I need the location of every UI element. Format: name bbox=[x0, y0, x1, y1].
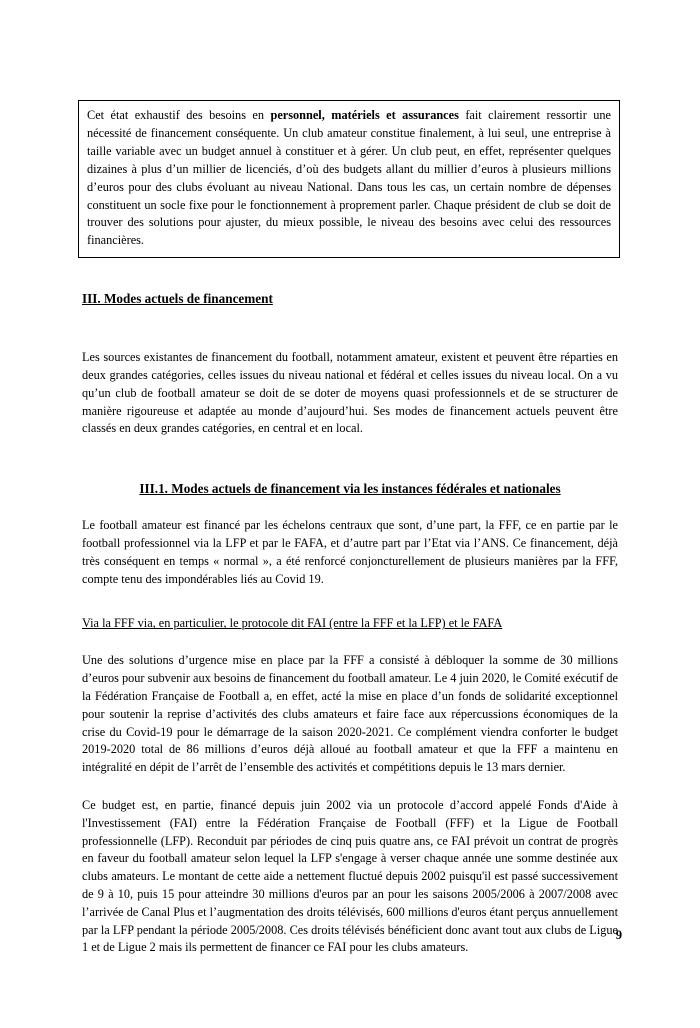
spacer-after-section-heading bbox=[82, 307, 618, 339]
spacer-after-subsection-heading bbox=[82, 497, 618, 517]
paragraph-fai-budget: Ce budget est, en partie, financé depuis juin 2002 via un protocole d’accord appelé Fonds d'Aide à l'Investissement (FAI) entre la Fédération Française de Football (FFF) et la Ligue de Football professionnelle (LFP). Reconduit par périodes de cinq puis quatre ans, ce FAI prévoit un contrat de progrès en faveur du football amateur selon lequel la LFP s'engage à verser chaque année une somme destinée aux clubs amateurs. Le montant de cette aide a nettement fluctué depuis 2002 puisqu'il est passé successivement de 9 à 10, puis 15 pour atteindre 30 millions d'euros par an pour les saisons 2005/2006 à 2007/2008 avec l’arrivée de Canal Plus et l’augmentation des droits télévisés, 600 millions d'euros étant perçus annuellement par la LFP pendant la période 2005/2008. Ces droits télévisés bénéficient donc avant tout aux clubs de Ligue 1 et de Ligue 2 mais ils permettent de financer ce FAI pour les clubs amateurs. bbox=[82, 798, 618, 955]
subsection-heading-iii-1: III.1. Modes actuels de financement via les instances fédérales et nationales bbox=[139, 481, 561, 497]
spacer-before-minor-heading bbox=[82, 588, 618, 615]
spacer-after-box bbox=[82, 258, 618, 290]
boxed-text-bold: personnel, matériels et assurances bbox=[270, 108, 459, 122]
paragraph-fff-funding: Une des solutions d’urgence mise en place par la FFF a consisté à débloquer la somme de 30 millions d’euros pour subvenir aux besoins de financement du football amateur. Le 4 juin 2020, le Comité exécutif de la Fédération Française de Football a, en effet, acté la mise en place d’un fonds de solidarité exceptionnel pour soutenir la reprise d’activités des clubs amateurs et faire face aux répercussions économiques de la crise du Covid-19 pour le démarrage de la saison 2020-2021. Ce complément viendra conforter le budget 2019-2020 total de 86 millions d’euros déjà alloué au football amateur et que la FFF a maintenu en intégralité en dépit de l’arrêt de l’ensemble des activités et compétitions depuis le 13 mars dernier. bbox=[82, 653, 618, 775]
intro-paragraph: Les sources existantes de financement du football, notamment amateur, existent et peuvent être réparties en deux grandes catégories, celles issues du niveau national et fédéral et celles issues du niveau local. On a vu qu’un club de football amateur se doit de se doter de moyens quasi professionnels et de se structurer de manière rigoureuse et adaptée au monde d’aujourd’hui. Ses modes de financement actuels peuvent être classés en deux grandes catégories, en central et en local. bbox=[82, 350, 618, 436]
spacer-after-minor-heading bbox=[82, 632, 618, 652]
spacer-between-paragraphs bbox=[82, 777, 618, 797]
subsection-paragraph: Le football amateur est financé par les échelons centraux que sont, d’une part, la FFF, ce en partie par le football professionnel via la LFP et par le FAFA, et d’autre part par l’Etat via l’ANS. Ce financement, déjà très conséquent en temps « normal », a été renforcé conjoncturellement de plusieurs manières par la FFF, compte tenu des impondérables liés au Covid 19. bbox=[82, 518, 618, 586]
spacer-before-subsection bbox=[82, 438, 618, 470]
document-content bbox=[82, 100, 618, 957]
spacer-after-section-heading-2 bbox=[82, 339, 618, 349]
boxed-paragraph-text bbox=[87, 107, 611, 250]
boxed-text-part2: fait clairement ressortir une nécessité de financement conséquente. Un club amateur constitue finalement, à lui seul, une entreprise à taille variable avec un budget annuel à constituer et à gérer. Un club peut, en effet, représenter quelques dizaines à plus d’un millier de licenciés, d’où des budgets allant du millier d’euros à plusieurs millions d’euros pour des clubs évoluant au niveau National. Dans tous les cas, un certain nombre de dépenses constituent un socle fixe pour le fonctionnement à proprement parler. Chaque président de club se doit de trouver des solutions pour ajuster, du mieux possible, le niveau des besoins avec celui des ressources financières. bbox=[87, 108, 612, 248]
spacer-before-subsection-2 bbox=[82, 470, 618, 480]
minor-heading-via-fff: Via la FFF via, en particulier, le protocole dit FAI (entre la FFF et la LFP) et le FAFA bbox=[82, 616, 503, 631]
boxed-summary-paragraph bbox=[78, 100, 620, 258]
boxed-text-part1: Cet état exhaustif des besoins en bbox=[87, 108, 271, 122]
page-number: 9 bbox=[615, 928, 622, 942]
section-heading-iii: III. Modes actuels de financement bbox=[82, 291, 273, 307]
